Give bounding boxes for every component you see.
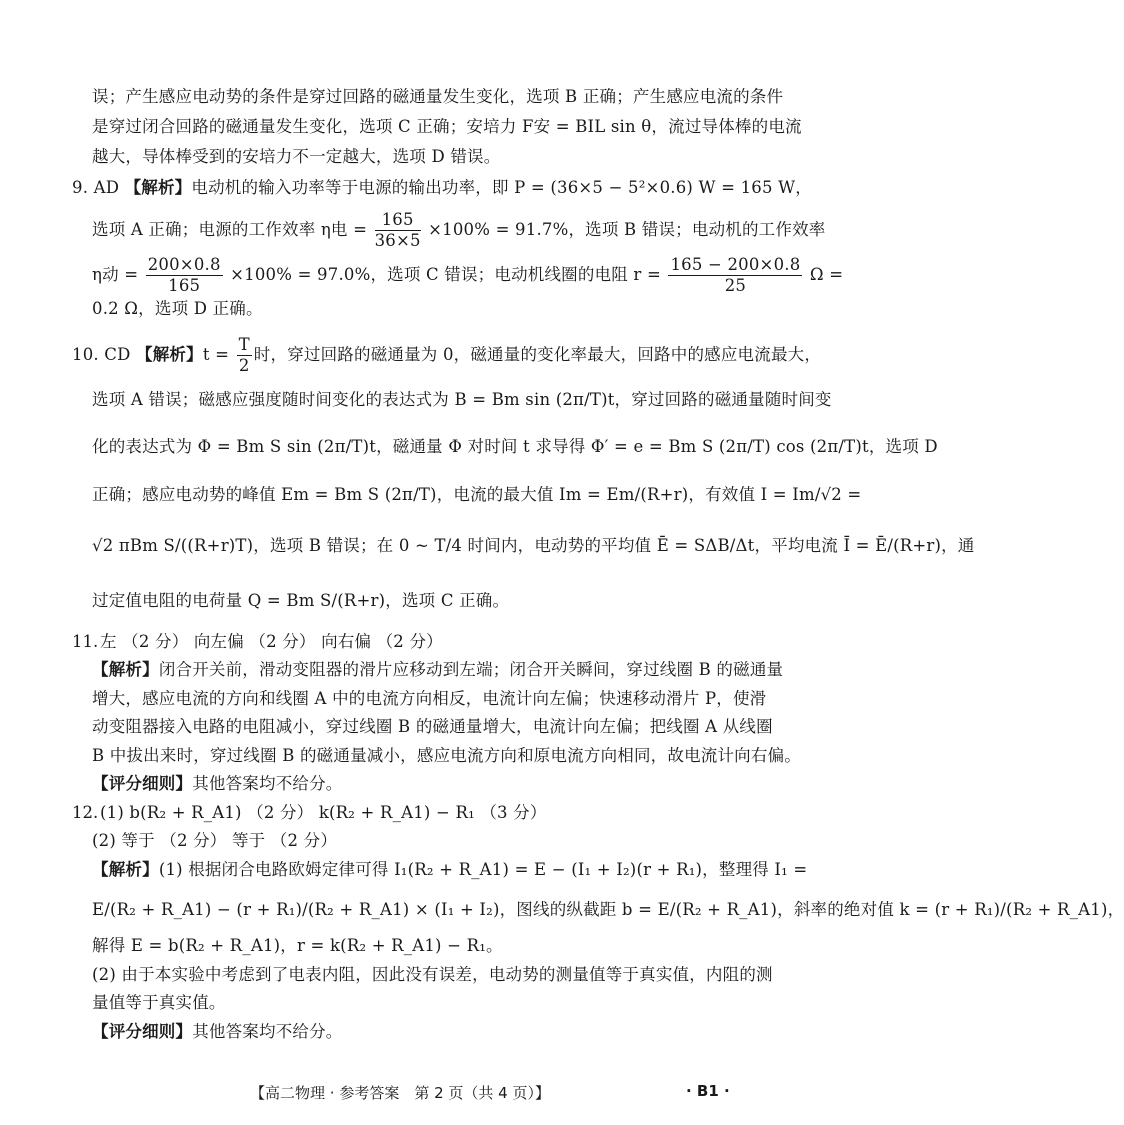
q9-text: Ω = <box>809 265 844 284</box>
text-line: 越大，导体棒受到的安培力不一定越大，选项 D 错误。 <box>92 147 501 166</box>
q10-line-4: 正确；感应电动势的峰值 Em = Bm S (2π/T)，电流的最大值 Im = Em/(R+r)，有效值 I = Im/√2 = <box>92 485 862 504</box>
q11-line-3: 增大，感应电流的方向和线圈 A 中的电流方向相反，电流计向左偏；快速移动滑片 P，使滑 <box>92 689 767 708</box>
q11-line-5: B 中拔出来时，穿过线圈 B 的磁通量减小，感应电流方向和原电流方向相同，故电流计向右偏。 <box>92 746 801 765</box>
q12-answer-2: (2) 等于 （2 分） 等于 （2 分） <box>92 831 338 850</box>
q12-line-4: E/(R₂ + R_A1) − (r + R₁)/(R₂ + R_A1) × (I₁ + I₂)，图线的纵截距 b = E/(R₂ + R_A1)，斜率的绝对值 k = (r + R₁)/(R₂ + R_A1)， <box>92 900 1124 919</box>
q10-line-5: √2 πBm S/((R+r)T)，选项 B 错误；在 0 ~ T/4 时间内，电动势的平均值 Ē = SΔB/Δt，平均电流 Ī = Ē/(R+r)，通 <box>92 536 975 555</box>
q11-line-2 <box>92 657 784 683</box>
scoring-rule-text: 其他答案均不给分。 <box>192 774 343 793</box>
q11-analysis-tag: 【解析】 <box>92 660 159 679</box>
denominator: 36×5 <box>374 231 421 250</box>
q11-rule <box>92 771 748 797</box>
q11-text: 闭合开关前，滑动变阻器的滑片应移动到左端；闭合开关瞬间，穿过线圈 B 的磁通量 <box>158 660 784 679</box>
scoring-rule-tag: 【评分细则】 <box>92 774 193 793</box>
q10-analysis-tag: 【解析】 <box>136 345 203 364</box>
q9-line-1 <box>72 175 812 201</box>
q9-analysis-tag: 【解析】 <box>124 178 192 197</box>
denominator: 2 <box>238 356 250 375</box>
q9-line-2 <box>92 207 826 253</box>
q10-line-3: 化的表达式为 Φ = Bm S sin (2π/T)t，磁通量 Φ 对时间 t 求导得 Φ′ = e = Bm S (2π/T) cos (2π/T)t，选项 D <box>92 437 938 456</box>
denominator: 25 <box>724 276 747 295</box>
fraction <box>668 255 802 296</box>
fraction <box>146 255 223 296</box>
q9-text: ×100% = 91.7%，选项 B 错误；电动机的工作效率 <box>428 220 826 239</box>
numerator: 165 <box>375 210 421 231</box>
q12-line-6: (2) 由于本实验中考虑到了电表内阻，因此没有误差，电动势的测量值等于真实值，内阻的测 <box>92 965 773 984</box>
text-line: 误；产生感应电动势的条件是穿过回路的磁通量发生变化，选项 B 正确；产生感应电流的条件 <box>92 87 784 106</box>
q11-number: 11. <box>72 632 99 651</box>
q12-analysis-tag: 【解析】 <box>92 860 159 879</box>
fraction <box>375 210 421 251</box>
q9-line-4: 0.2 Ω，选项 D 正确。 <box>92 299 263 318</box>
page-id: · B1 · <box>686 1082 730 1100</box>
q12-line-3 <box>92 857 808 883</box>
scoring-rule-text: 其他答案均不给分。 <box>192 1022 343 1041</box>
q10-line-2: 选项 A 错误；磁感应强度随时间变化的表达式为 B = Bm sin (2π/T)t，穿过回路的磁通量随时间变 <box>92 390 832 409</box>
numerator: T <box>238 335 250 354</box>
q9-number: 9. AD <box>72 178 120 197</box>
q12-text: (1) 根据闭合电路欧姆定律可得 I₁(R₂ + R_A1) = E − (I₁ + I₂)(r + R₁)，整理得 I₁ = <box>158 860 808 879</box>
q9-text: 电动机的输入功率等于电源的输出功率，即 P = (36×5 − 5²×0.6) W = 165 W， <box>191 178 812 197</box>
text-line: 是穿过闭合回路的磁通量发生变化，选项 C 正确；安培力 F安 = BIL sin θ，流过导体棒的电流 <box>92 117 802 136</box>
q11-answer: 左 （2 分） 向左偏 （2 分） 向右偏 （2 分） <box>100 632 443 651</box>
denominator: 165 <box>168 276 201 295</box>
q10-line-6: 过定值电阻的电荷量 Q = Bm S/(R+r)，选项 C 正确。 <box>92 591 510 610</box>
q10-text: t = <box>202 345 230 364</box>
q12-number: 12. <box>72 803 99 822</box>
scoring-rule-tag: 【评分细则】 <box>92 1022 193 1041</box>
q12-line-7: 量值等于真实值。 <box>92 993 226 1012</box>
q10-line-1 <box>72 332 822 378</box>
q9-text: η动 = <box>92 265 139 284</box>
q10-number: 10. CD <box>72 345 131 364</box>
q12-line-5: 解得 E = b(R₂ + R_A1)，r = k(R₂ + R_A1) − R₁。 <box>92 936 503 955</box>
fraction <box>237 335 252 376</box>
q9-text: 选项 A 正确；电源的工作效率 η电 = <box>92 220 368 239</box>
q9-text: ×100% = 97.0%，选项 C 错误；电动机线圈的电阻 r = <box>230 265 661 284</box>
page-footer: 【高二物理 · 参考答案 第 2 页（共 4 页）】 <box>250 1084 550 1102</box>
q12-rule <box>92 1019 748 1045</box>
q11-line-4: 动变阻器接入电路的电阻减小，穿过线圈 B 的磁通量增大，电流计向左偏；把线圈 A 从线圈 <box>92 717 773 736</box>
q12-answer-1: (1) b(R₂ + R_A1) （2 分） k(R₂ + R_A1) − R₁ （3 分） <box>100 803 547 822</box>
numerator: 200×0.8 <box>147 255 221 274</box>
numerator: 165 − 200×0.8 <box>670 255 801 274</box>
q10-text: 时，穿过回路的磁通量为 0，磁通量的变化率最大，回路中的感应电流最大， <box>253 345 822 364</box>
q9-line-3 <box>92 252 844 298</box>
